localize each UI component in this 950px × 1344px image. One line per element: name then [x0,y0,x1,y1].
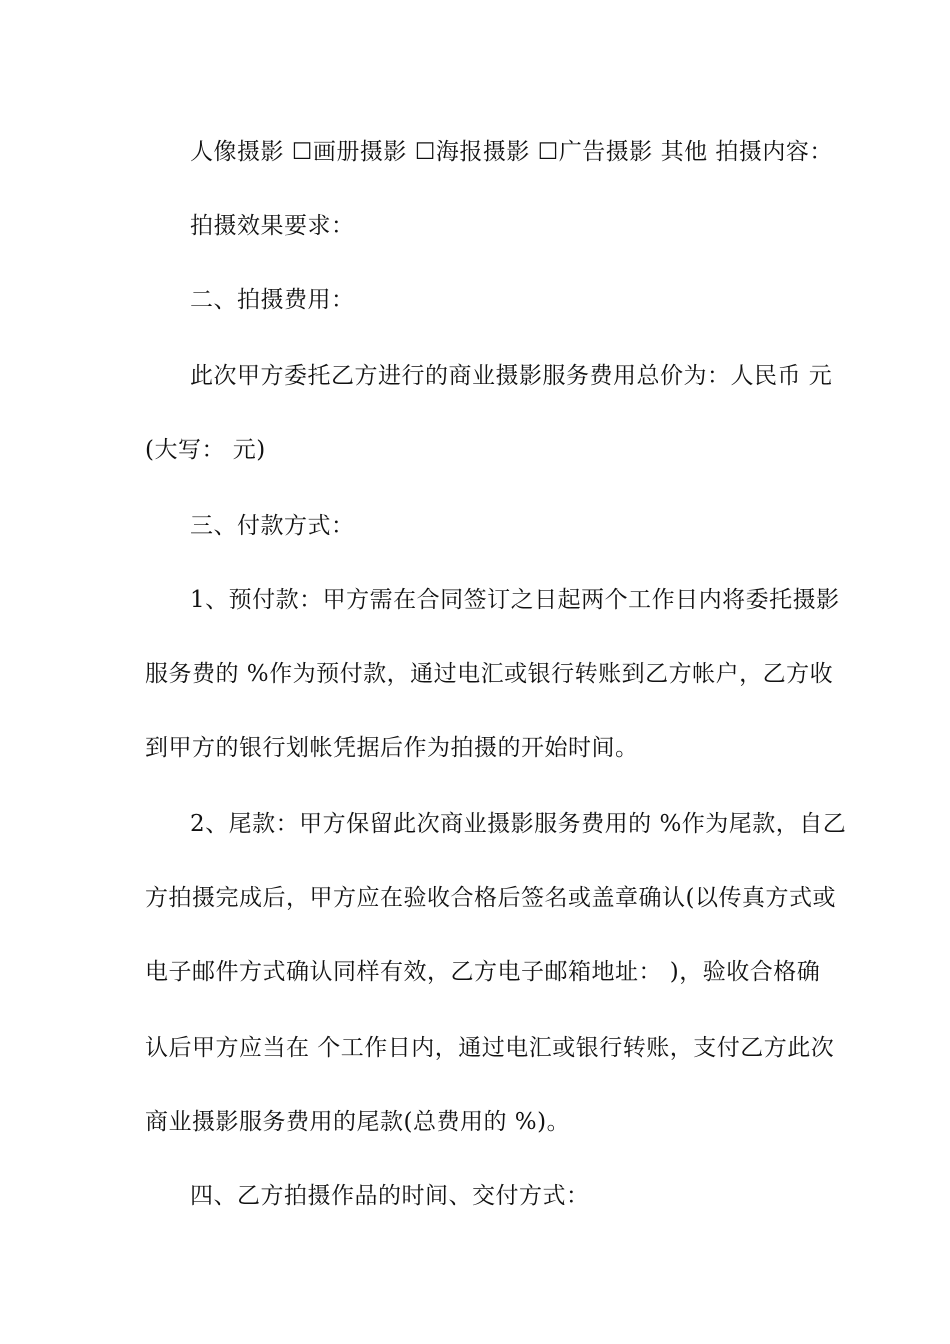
paragraph-final-payment-line-4: 认后甲方应当在 个工作日内，通过电汇或银行转账，支付乙方此次 [145,1035,835,1061]
paragraph-final-payment-line-2: 方拍摄完成后，甲方应在验收合格后签名或盖章确认(以传真方式或 [145,885,836,911]
paragraph-fee-total-capital: (大写： 元) [145,437,266,463]
shooting-effect-requirements: 拍摄效果要求： [190,213,355,239]
paragraph-final-payment-line-1: 2、尾款：甲方保留此次商业摄影服务费用的 %作为尾款，自乙 [190,811,847,837]
section-heading-delivery: 四、乙方拍摄作品的时间、交付方式： [190,1183,590,1209]
paragraph-prepayment-line-2: 服务费的 %作为预付款，通过电汇或银行转账到乙方帐户，乙方收 [145,661,834,687]
paragraph-final-payment-line-3: 电子邮件方式确认同样有效，乙方电子邮箱地址： )，验收合格确 [145,959,821,985]
section-heading-fees: 二、拍摄费用： [190,287,355,313]
paragraph-prepayment-line-3: 到甲方的银行划帐凭据后作为拍摄的开始时间。 [145,735,639,761]
shooting-type-options: 人像摄影 ☐画册摄影 ☐海报摄影 ☐广告摄影 其他 拍摄内容： [190,139,833,165]
paragraph-fee-total: 此次甲方委托乙方进行的商业摄影服务费用总价为：人民币 元 [190,363,833,389]
paragraph-prepayment-line-1: 1、预付款：甲方需在合同签订之日起两个工作日内将委托摄影 [190,587,840,613]
section-heading-payment: 三、付款方式： [190,513,355,539]
paragraph-final-payment-line-5: 商业摄影服务费用的尾款(总费用的 %)。 [145,1109,571,1135]
